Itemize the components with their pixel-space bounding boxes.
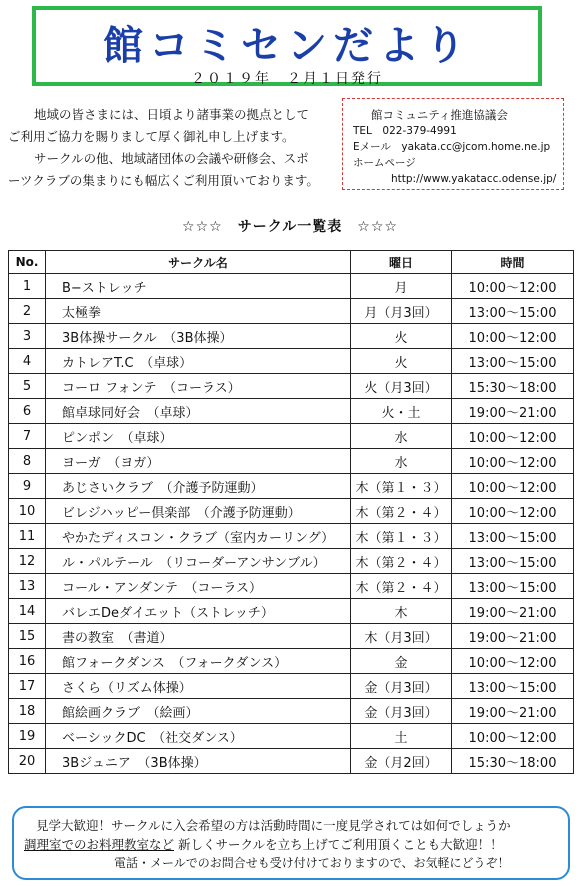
cell-no: 20	[9, 749, 46, 774]
intro-line: ご利用ご協力を賜りまして厚く御礼申し上げます。	[8, 129, 295, 144]
table-row	[9, 324, 574, 349]
table-row	[9, 624, 574, 649]
cell-day: 水	[351, 449, 452, 474]
table-row	[9, 674, 574, 699]
intro-line: ーツクラブの集まりにも幅広くご利用頂いております。	[8, 173, 319, 188]
intro-line: サークルの他、地域諸団体の会議や研修会、スポ	[34, 151, 309, 166]
cell-time: 15:30〜18:00	[452, 374, 574, 399]
notice-line: 電話・メールでのお問合せも受け付けておりますので、お気軽にどうぞ！	[114, 856, 510, 870]
cell-day: 木（第１・３）	[351, 474, 452, 499]
cell-day: 木（第２・４）	[351, 499, 452, 524]
contact-email[interactable]: Eメール yakata.cc@jcom.home.ne.jp	[353, 141, 551, 153]
cell-name: 館フォークダンス （フォークダンス）	[46, 649, 351, 674]
cell-no: 13	[9, 574, 46, 599]
cell-time: 15:30〜18:00	[452, 749, 574, 774]
section-title: ☆☆☆ サークル一覧表 ☆☆☆	[182, 219, 398, 235]
cell-no: 15	[9, 624, 46, 649]
notice-line-rest: 新しくサークルを立ち上げてご利用頂くことも大歓迎！！	[174, 837, 503, 852]
cell-time: 10:00〜12:00	[452, 499, 574, 524]
cell-name: 館卓球同好会 （卓球）	[46, 399, 351, 424]
table-header-row	[9, 251, 574, 274]
cell-name: ル・パルテール （リコーダーアンサンブル）	[46, 549, 351, 574]
cell-time: 13:00〜15:00	[452, 574, 574, 599]
cell-name: ベーシックDC （社交ダンス）	[46, 724, 351, 749]
table-row	[9, 724, 574, 749]
cell-no: 8	[9, 449, 46, 474]
cell-day: 金（月3回）	[351, 699, 452, 724]
cell-time: 13:00〜15:00	[452, 349, 574, 374]
cell-name: ヨーガ （ヨガ）	[46, 449, 351, 474]
contact-homepage-label: ホームページ	[353, 157, 416, 169]
table-row	[9, 299, 574, 324]
cell-no: 18	[9, 699, 46, 724]
cell-time: 19:00〜21:00	[452, 599, 574, 624]
table-row	[9, 474, 574, 499]
cell-day: 月	[351, 274, 452, 299]
cell-no: 19	[9, 724, 46, 749]
cell-time: 10:00〜12:00	[452, 649, 574, 674]
header-no: No.	[9, 251, 46, 274]
cell-day: 木（月3回）	[351, 624, 452, 649]
cell-time: 13:00〜15:00	[452, 549, 574, 574]
notice-line: 見学大歓迎！サークルに入会希望の方は活動時間に一度見学されては如何でしょうか	[36, 818, 511, 833]
cell-name: 館絵画クラブ （絵画）	[46, 699, 351, 724]
cell-day: 木（第２・４）	[351, 549, 452, 574]
cell-day: 木（第１・３）	[351, 524, 452, 549]
cell-time: 10:00〜12:00	[452, 324, 574, 349]
table-row	[9, 599, 574, 624]
cell-name: コール・アンダンテ （コーラス）	[46, 574, 351, 599]
cell-no: 7	[9, 424, 46, 449]
table-row	[9, 349, 574, 374]
table-body	[9, 274, 574, 774]
cell-no: 1	[9, 274, 46, 299]
cell-time: 10:00〜12:00	[452, 274, 574, 299]
cell-time: 13:00〜15:00	[452, 524, 574, 549]
table-row	[9, 574, 574, 599]
cell-name: カトレアT.C （卓球）	[46, 349, 351, 374]
cell-day: 月（月3回）	[351, 299, 452, 324]
cell-day: 木	[351, 599, 452, 624]
table-row	[9, 499, 574, 524]
table-row	[9, 649, 574, 674]
cell-time: 10:00〜12:00	[452, 424, 574, 449]
table-row	[9, 524, 574, 549]
table-row	[9, 274, 574, 299]
cell-no: 3	[9, 324, 46, 349]
circle-table	[8, 250, 574, 774]
header-time: 時間	[452, 251, 574, 274]
cell-day: 水	[351, 424, 452, 449]
cell-no: 9	[9, 474, 46, 499]
cell-name: B−ストレッチ	[46, 274, 351, 299]
cell-name: ビレジハッピー倶楽部 （介護予防運動）	[46, 499, 351, 524]
contact-url[interactable]: http://www.yakatacc.odense.jp/	[391, 173, 557, 185]
cell-no: 14	[9, 599, 46, 624]
header-name: サークル名	[46, 251, 351, 274]
cell-day: 木（第２・４）	[351, 574, 452, 599]
table-row	[9, 749, 574, 774]
table-row	[9, 399, 574, 424]
table-row	[9, 424, 574, 449]
contact-org: 館コミュニティ推進協議会	[371, 108, 508, 122]
cell-time: 10:00〜12:00	[452, 474, 574, 499]
cell-name: バレエDeダイエット（ストレッチ）	[46, 599, 351, 624]
cell-name: 3B体操サークル （3B体操）	[46, 324, 351, 349]
notice-box	[12, 806, 570, 880]
cell-name: 太極拳	[46, 299, 351, 324]
cell-day: 火（月3回）	[351, 374, 452, 399]
cell-day: 金（月2回）	[351, 749, 452, 774]
contact-box	[342, 98, 564, 190]
cell-name: 3Bジュニア （3B体操）	[46, 749, 351, 774]
table-row	[9, 374, 574, 399]
cell-day: 火	[351, 324, 452, 349]
newsletter-title: 館コミセンだより	[103, 23, 471, 69]
cell-no: 16	[9, 649, 46, 674]
cell-name: やかたディスコン・クラブ（室内カーリング）	[46, 524, 351, 549]
cell-no: 2	[9, 299, 46, 324]
table-row	[9, 699, 574, 724]
cell-no: 5	[9, 374, 46, 399]
notice-underlined: 調理室でのお料理教室など	[24, 837, 175, 852]
cell-time: 19:00〜21:00	[452, 624, 574, 649]
cell-day: 火・土	[351, 399, 452, 424]
cell-name: ピンポン （卓球）	[46, 424, 351, 449]
cell-name: さくら（リズム体操）	[46, 674, 351, 699]
title-banner	[32, 6, 542, 86]
cell-no: 17	[9, 674, 46, 699]
cell-time: 19:00〜21:00	[452, 699, 574, 724]
intro-line: 地域の皆さまには、日頃より諸事業の拠点として	[34, 107, 310, 122]
cell-name: 書の教室 （書道）	[46, 624, 351, 649]
cell-time: 13:00〜15:00	[452, 299, 574, 324]
contact-tel: TEL 022-379-4991	[353, 125, 457, 137]
cell-no: 11	[9, 524, 46, 549]
cell-name: あじさいクラブ （介護予防運動）	[46, 474, 351, 499]
table-row	[9, 549, 574, 574]
cell-time: 13:00〜15:00	[452, 674, 574, 699]
cell-no: 10	[9, 499, 46, 524]
cell-day: 金	[351, 649, 452, 674]
issue-date: ２０１９年 ２月１日発行	[191, 71, 383, 87]
cell-day: 金（月3回）	[351, 674, 452, 699]
cell-name: コーロ フォンテ （コーラス）	[46, 374, 351, 399]
cell-time: 10:00〜12:00	[452, 449, 574, 474]
header-day: 曜日	[351, 251, 452, 274]
intro-text	[8, 104, 338, 192]
cell-time: 10:00〜12:00	[452, 724, 574, 749]
cell-no: 4	[9, 349, 46, 374]
cell-no: 6	[9, 399, 46, 424]
cell-no: 12	[9, 549, 46, 574]
notice-line	[14, 835, 568, 854]
cell-day: 火	[351, 349, 452, 374]
table-row	[9, 449, 574, 474]
cell-day: 土	[351, 724, 452, 749]
cell-time: 19:00〜21:00	[452, 399, 574, 424]
